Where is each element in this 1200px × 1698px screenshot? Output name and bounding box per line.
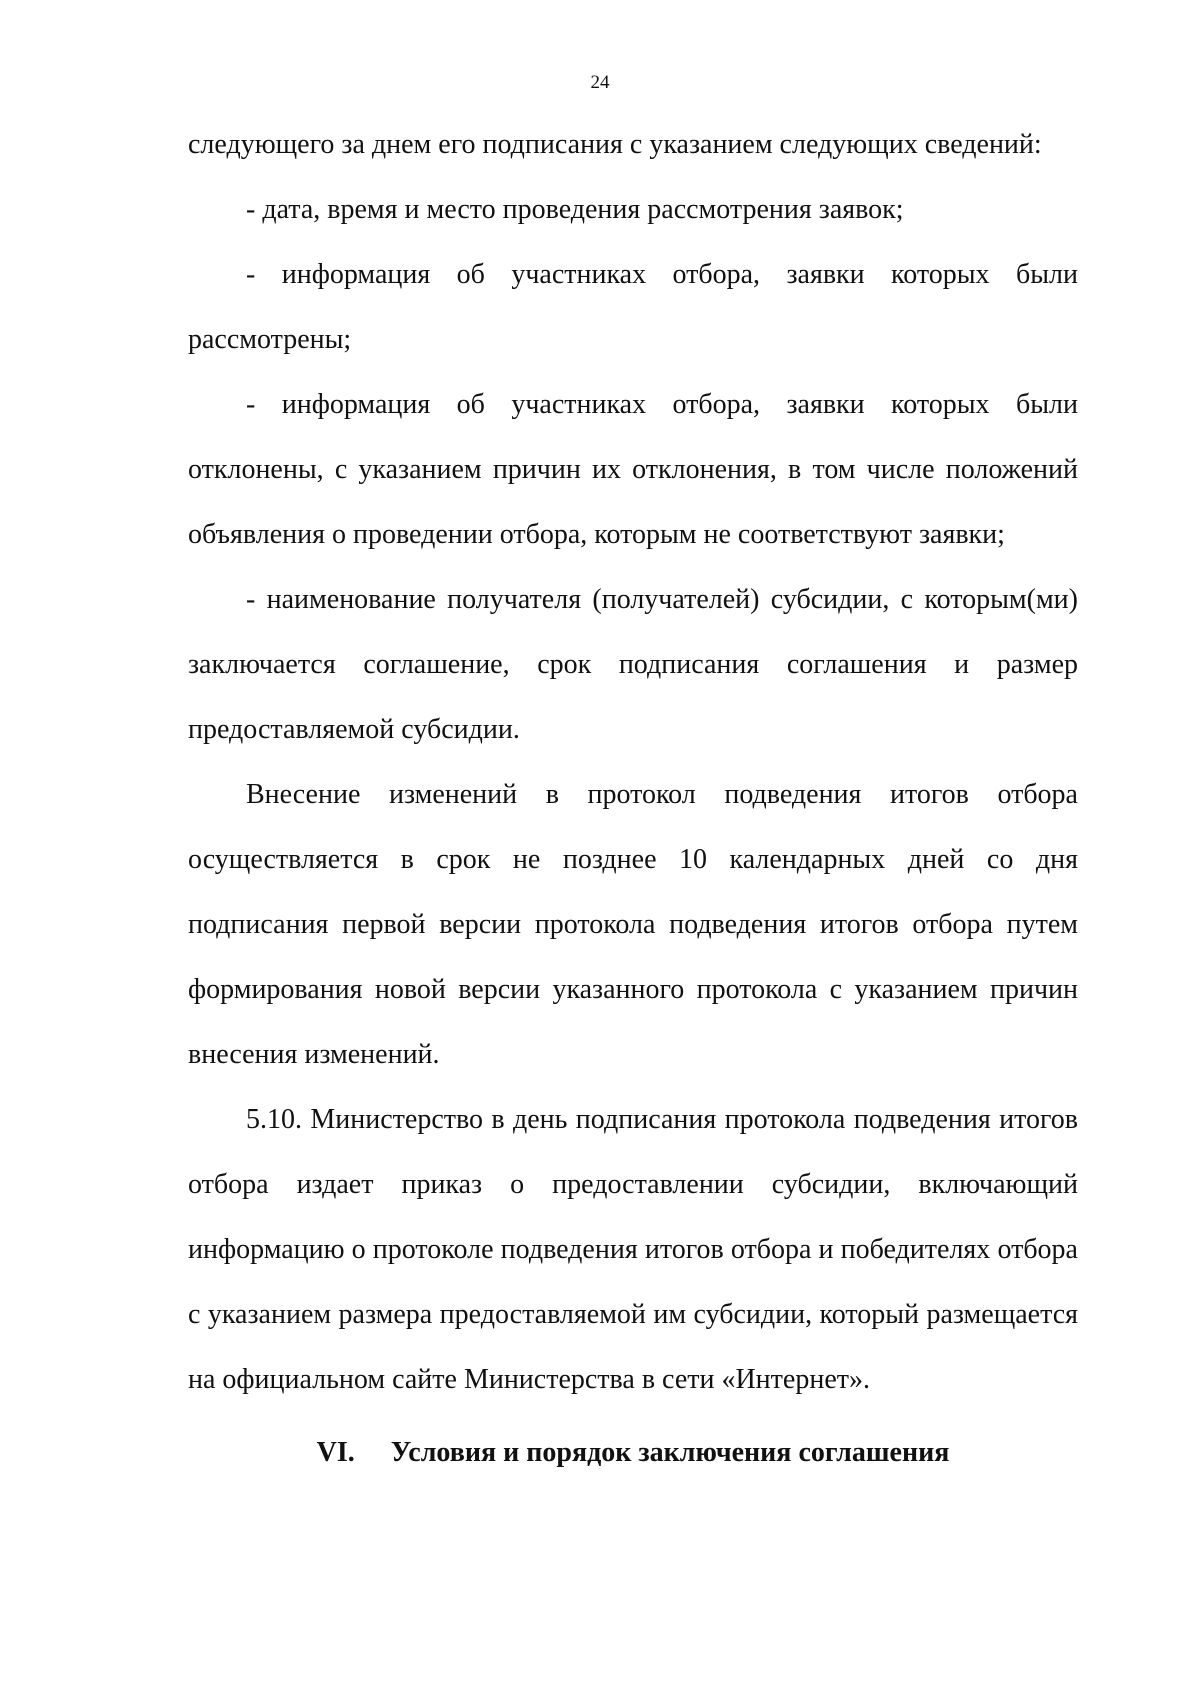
list-item-date-time-place: - дата, время и место проведения рассмотрения заявок; xyxy=(246,194,904,225)
paragraph-continuation: следующего за днем его подписания с указанием следующих сведений: xyxy=(188,129,1042,160)
section-title: Условия и порядок заключения соглашения xyxy=(390,1437,950,1468)
section-heading xyxy=(188,1420,1078,1485)
list-item-reviewed-participants: - информация об участниках отбора, заявки которых были рассмотрены; xyxy=(188,259,1078,355)
list-item-rejected-participants: - информация об участниках отбора, заявки которых были отклонены, с указанием причин их отклонения, в том числе положений объявления о проведении отбора, которым не соответствуют заявки; xyxy=(188,389,1078,550)
section-number: VI. xyxy=(316,1437,355,1468)
paragraph-5-10: 5.10. Министерство в день подписания протокола подведения итогов отбора издает приказ о предоставлении субсидии, включающий информацию о протоколе подведения итогов отбора и победителях отбора с указанием размера предоставляемой им субсидии, который размещается на официальном сайте Министерства в сети «Интернет». xyxy=(188,1104,1078,1395)
document-body xyxy=(188,112,1078,1412)
paragraph-protocol-changes: Внесение изменений в протокол подведения итогов отбора осуществляется в срок не позднее 10 календарных дней со дня подписания первой версии протокола подведения итогов отбора путем формирования новой версии указанного протокола с указанием причин внесения изменений. xyxy=(188,779,1078,1070)
list-item-recipient-name: - наименование получателя (получателей) субсидии, с которым(ми) заключается соглашение, срок подписания соглашения и размер предоставляемой субсидии. xyxy=(188,584,1078,745)
page-number: 24 xyxy=(590,72,610,93)
